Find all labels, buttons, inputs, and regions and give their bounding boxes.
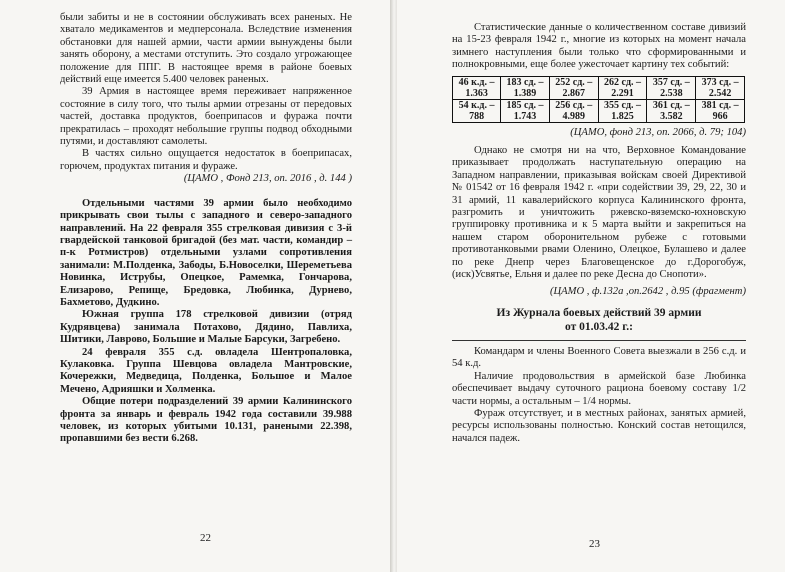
table-cell: 46 к.д. – 1.363 [453, 76, 501, 99]
left-text-column [60, 12, 352, 446]
left-bold-paragraph: Отдельными частями 39 армии было необходимо прикрывать свои тылы с западного и северо-западного направлений. На 22 февраля 355 стрелковая дивизия с 3-й гвардейской танковой бригадой (без мат. части, командир – п-к Ротмистров) отдельными узлами сопротивления занимали: М.Полденка, Забоды, Б.Новоселки, Шереметьева Новинка, Иструбы, Опецкое, Рамемка, Гончарова, Елизарово, Репище, Бредовка, Любинка, Дурнево, Бахметово, Дудкино. [60, 197, 352, 308]
journal-entry: Наличие продовольствия в армейской базе Любинка обеспечивает выдачу суточного рациона боевому составу 1/2 части нормы, а остальным – 1/4 нормы. [452, 370, 746, 407]
table-cell: 381 сд. – 966 [696, 99, 745, 122]
archive-reference: (ЦАМО , ф.132а ,оп.2642 , д.95 (фрагмент) [549, 285, 746, 297]
left-page [0, 0, 392, 572]
left-paragraph: были забиты и не в состоянии обслуживать всех раненых. Не хватало медикаментов и медперсонала. Вследствие изменения обстановки для нашей армии, части армии вынуждены были занять оборону, а местами отступить. Это создало угрожающее положение для ППГ. В настоящее время в районе боевых действий еще имеется 5.400 человек раненых. [60, 12, 352, 86]
archive-reference: (ЦАМО, фонд 213, оп. 2066, д. 79; 104) [570, 126, 746, 138]
journal-heading: Из Журнала боевых действий 39 армии [496, 306, 702, 319]
table-cell: 361 сд. – 3.582 [647, 99, 696, 122]
intro-paragraph: Статистические данные о количественном составе дивизий на 15-23 февраля 1942 г., многие из которых на момент начала зимнего наступления были только что сформированными и полнокровными, еще более ужесточает картину тех событий: [452, 22, 746, 71]
table-row [453, 99, 745, 122]
page-number: 22 [200, 532, 211, 544]
right-page [397, 0, 785, 572]
journal-entry: Командарм и члены Военного Совета выезжали в 256 с.д. и 54 к.д. [452, 345, 746, 370]
table-cell: 355 сд. – 1.825 [598, 99, 647, 122]
table-cell: 54 к.д. – 788 [453, 99, 501, 122]
page-number: 23 [589, 538, 600, 550]
table-cell: 183 сд. – 1.389 [501, 76, 550, 99]
left-paragraph: 39 Армия в настоящее время переживает напряженное состояние в силу того, что тылы армии отрезаны от передовых частей, доставка продуктов, боеприпасов и фуража почти прекратилась – проходят небольшие группы подвод обходными путями, и доставляют самолеты. [60, 86, 352, 148]
right-text-column [452, 22, 746, 445]
left-bold-paragraph: Южная группа 178 стрелковой дивизии (отряд Кудрявцева) занимала Потахово, Дядино, Павлиха, Шитики, Лаврово, Большие и Малые Барсуки, Загребено. [60, 309, 352, 346]
journal-entry: Фураж отсутствует, и в местных районах, занятых армией, ресурсы использованы полностью. Конский состав нетощился, начался падеж. [452, 407, 746, 444]
left-bold-paragraph: Общие потери подразделений 39 армии Калининского фронта за январь и февраль 1942 года составили 39.988 человек, из которых убитыми 10.131, ранеными 22.398, пропавшими без вести 6.268. [60, 396, 352, 445]
table-cell: 262 сд. – 2.291 [598, 76, 647, 99]
table-cell: 373 сд. – 2.542 [696, 76, 745, 99]
division-strength-table [452, 76, 745, 123]
left-bold-paragraph: 24 февраля 355 с.д. овладела Шентропаловка, Кулаковка. Группа Шевцова овладела Мантровские, Кочережки, Медведица, Полденка, Большое и Малое Мечено, Адрияшки и Холменка. [60, 346, 352, 395]
table-cell: 252 сд. – 2.867 [549, 76, 598, 99]
table-cell: 357 сд. – 2.538 [647, 76, 696, 99]
archive-reference: (ЦАМО , Фонд 213, оп. 2016 , д. 144 ) [183, 173, 352, 185]
divider [452, 340, 746, 341]
left-paragraph: В частях сильно ощущается недостаток в боеприпасах, горючем, продуктах питания и фураже. [60, 148, 352, 172]
table-row [453, 76, 745, 99]
table-cell: 256 сд. – 4.989 [549, 99, 598, 122]
directive-paragraph: Однако не смотря ни на что, Верховное Командование приказывает продолжать наступательную операцию на Западном направлении, приказывая войскам своей Директивой № 01542 от 16 февраля 1942 г. «при содействии 39, 29, 22, 30 и 31 армий, 11 кавалерийского корпуса Калининского фронта, разгромить и уничтожить ржевско-вяземско-юхновскую группировку противника и к 5 марта выйти и закрепиться на нашем старом оборонительном рубеже с готовыми противотанковыми рвами Оленино, Олецкое, Булашево и далее по реке Днепр через Благовещенское до г.Дорогобуж, (иск)Усвятье, Ельня и далее по реке Десна до Снопоти». [452, 145, 746, 281]
journal-heading-date: от 01.03.42 г.: [565, 320, 633, 333]
table-cell: 185 сд. – 1.743 [501, 99, 550, 122]
